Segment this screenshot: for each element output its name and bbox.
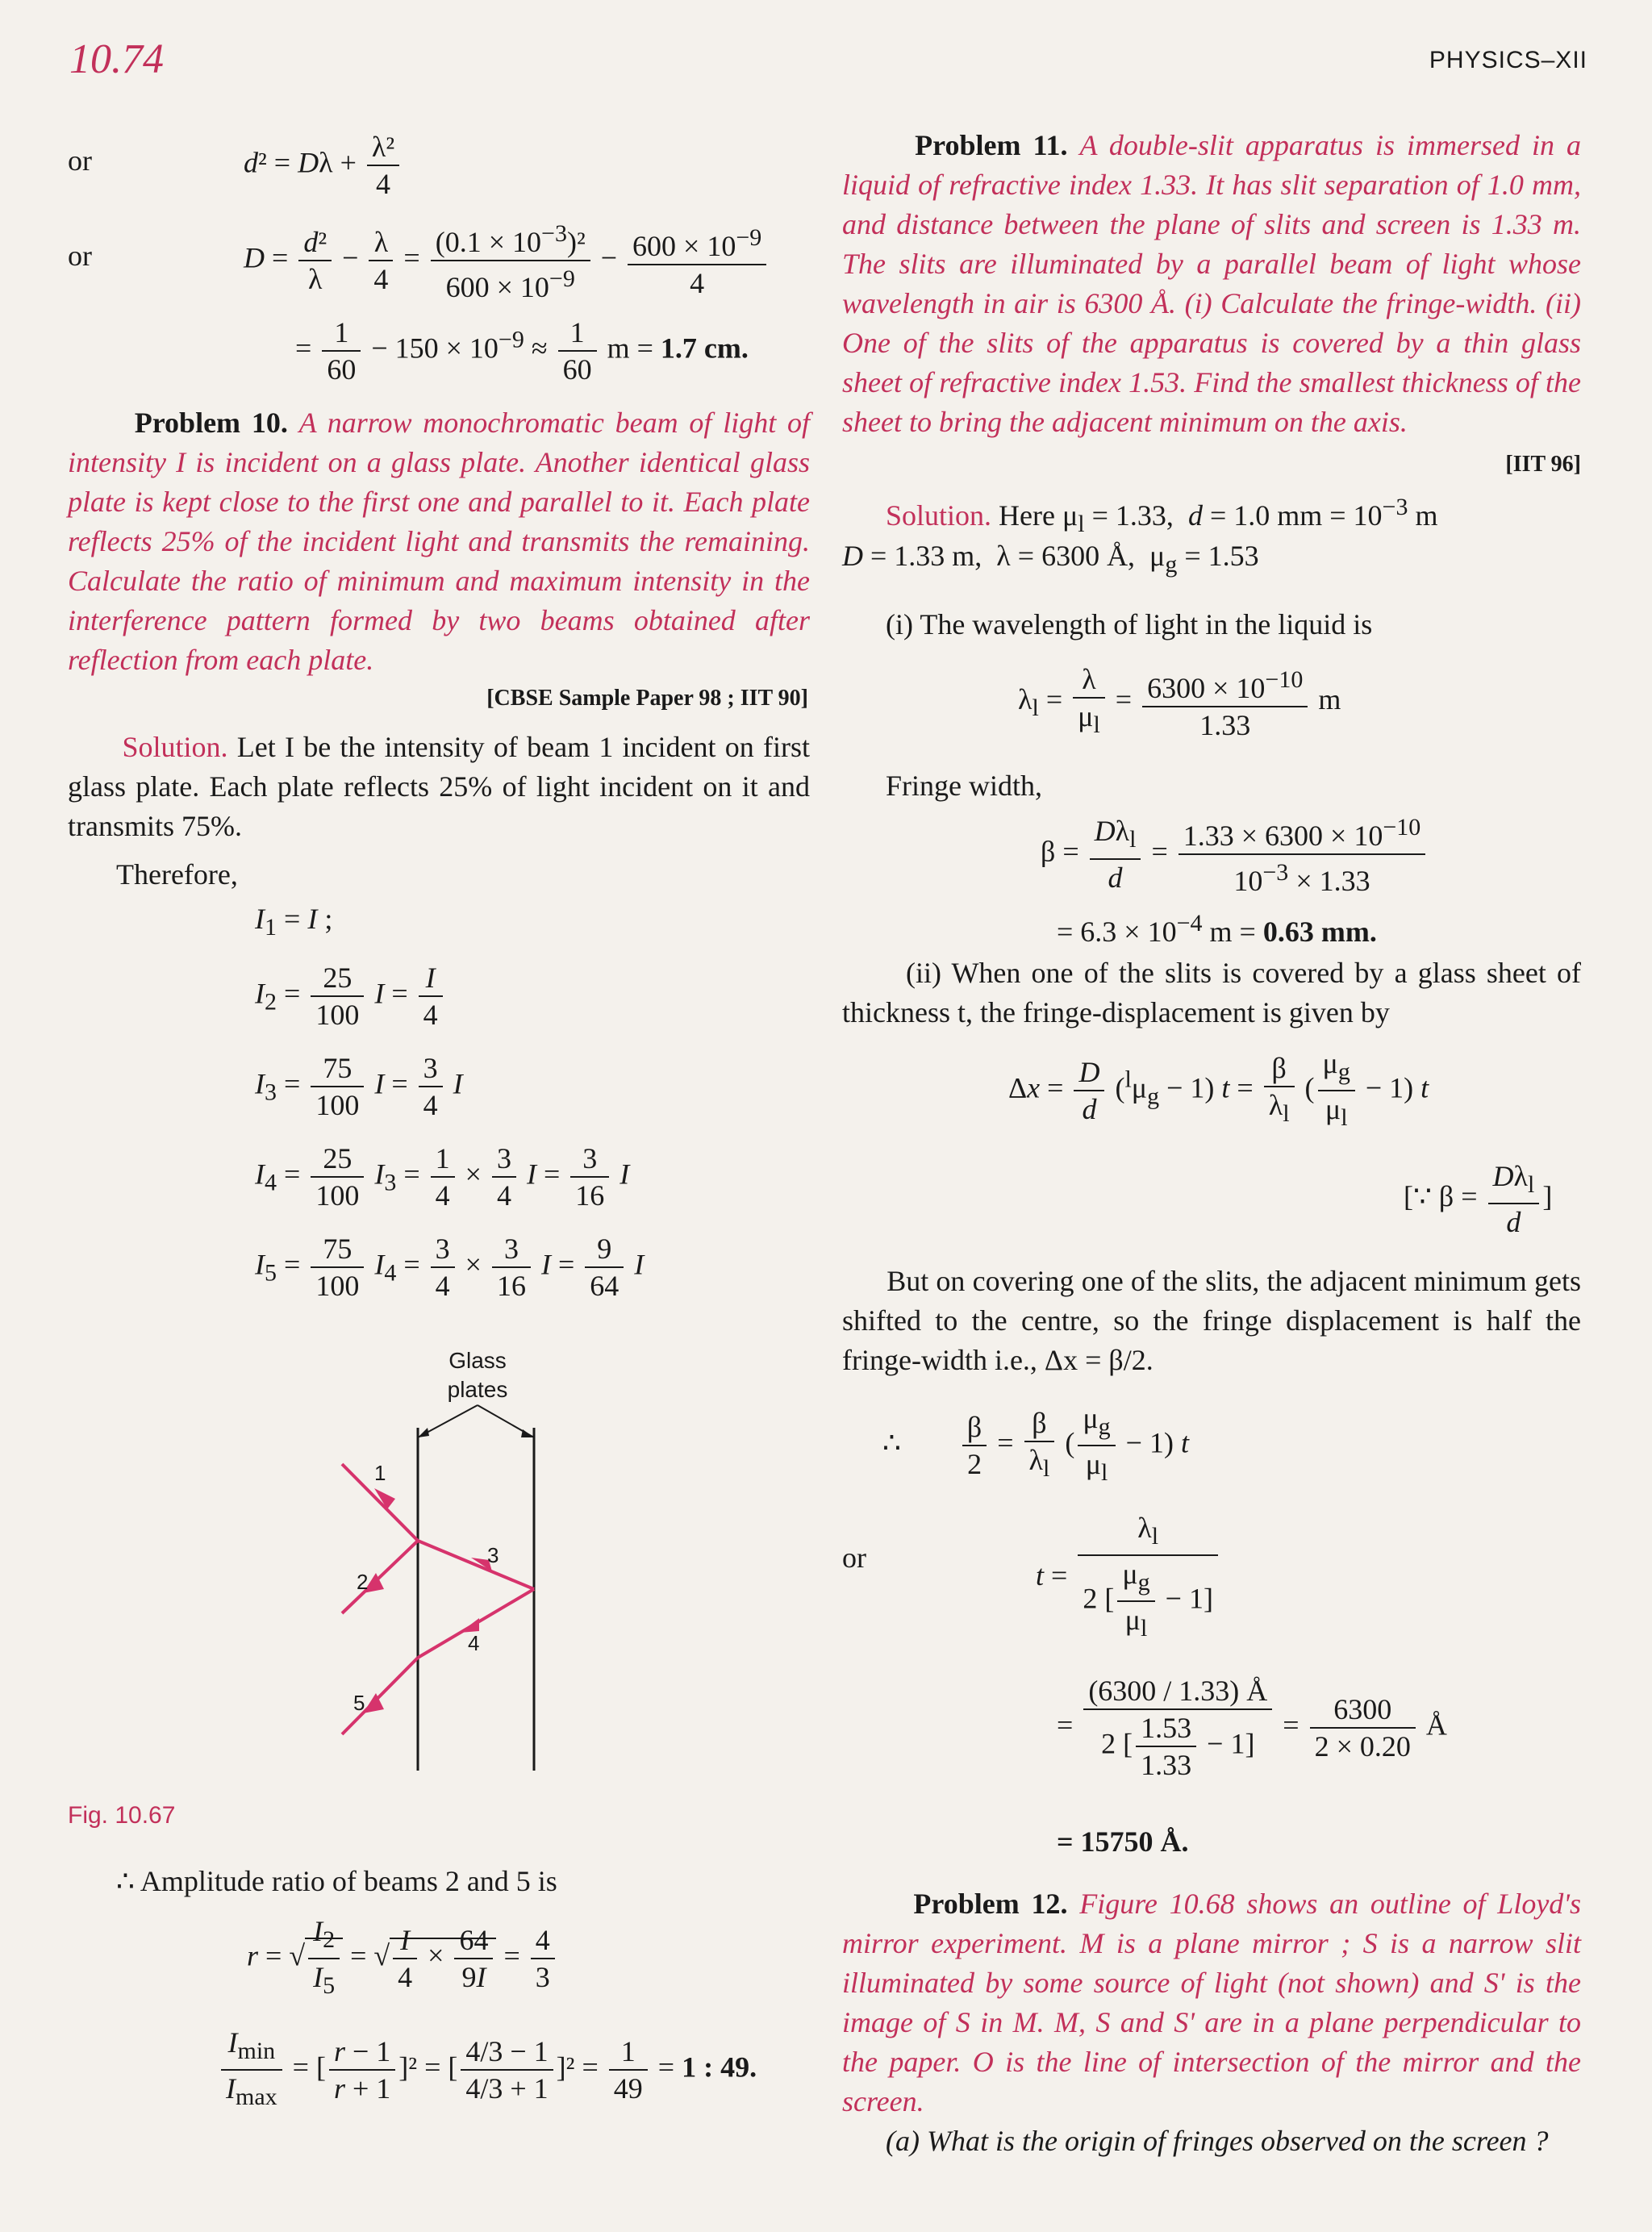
problem-12-text: Figure 10.68 shows an outline of Lloyd's mirror experiment. M is a plane mirror ; S is a narrow slit illuminated by some source of light (not shown) and S' is the image of S in M. M, S and S' are in a plane perpendicular to the paper. O is the line of intersection of the mirror and the screen.	[842, 1888, 1582, 2117]
beam-label-2: 2	[357, 1570, 369, 1594]
intensity-ratio-equation: $\frac{I_{min}}{I_{max}}$ = [ $\frac{r - 1}{r + 1}$ ]² = [ $\frac{4/3 - 1}{4/3 + 1}$ ]² = $\frac{1}{49}$ = 1 : 49.	[218, 2025, 757, 2115]
solution-10-text: Let I be the intensity of beam 1 incident on first glass plate. Each plate reflects 25% of light incident on it and transmits 75%.	[68, 731, 811, 842]
solution-11-label: Solution.	[886, 499, 992, 532]
thickness-value: = (6300 / 1.33) Å 2 [ $\frac{1.53}{1.33}$ − 1] = $\frac{6300}{2 \times 0.20}$ Å	[1057, 1675, 1447, 1781]
figure-label-glass: Glass	[448, 1348, 507, 1373]
problem-10	[68, 403, 810, 680]
beta-result: = $6.3 \times 10^{-4}$ m = 0.63 mm.	[1057, 910, 1377, 948]
eq-I4: $I_4$ = $\frac{25}{100}$ $I_3$ = $\frac{1}{4}$ × $\frac{3}{4}$ I = $\frac{3}{16}$ I	[255, 1142, 630, 1212]
problem-10-label: Problem 10.	[134, 407, 288, 439]
equation-D: D = $\frac{\text{d²}}{\lambda}$ − $\frac{\lambda}{4}$ = $\frac{(0.1 \times 10^{-3})^2}{600 \times 10^{-9}}$ − $\frac{600 \times 10^{-9}}{4}$	[244, 216, 770, 305]
solution-11-line-1: Solution. Here $\mu_l = 1.33$, d = 1.0 mm = $10^{-3}$ m	[886, 494, 1438, 538]
problem-11-label: Problem 11.	[915, 129, 1068, 161]
equation-D-result: = $\frac{1}{60}$ − $150 \times 10^{-9}$ ≈ $\frac{1}{60}$ m = 1.7 cm.	[295, 316, 749, 386]
part-ii-text	[842, 953, 1581, 1033]
eq-I5: $I_5$ = $\frac{75}{100}$ $I_4$ = $\frac{3}{4}$ × $\frac{3}{16}$ I = $\frac{9}{64}$ I	[255, 1233, 645, 1302]
problem-12	[842, 1884, 1581, 2121]
beta-definition: [∵ β = $\frac{D\lambda_l}{d}$ ]	[1404, 1160, 1553, 1239]
or-label-right: or	[842, 1542, 866, 1574]
problem-11-text: A double-slit apparatus is immersed in a liquid of refractive index 1.33. It has slit separation of 1.0 mm, and distance between the plane of slits and screen is 1.33 m. The slits are illuminated by a parallel beam of light whose wavelength in air is 6300 Å. (i) Calculate the fringe-width. (ii) One of the slits of the apparatus is covered by a thin glass sheet of refractive index 1.53. Find the smallest thickness of the sheet to bring the adjacent minimum on the axis.	[842, 129, 1582, 438]
beta-equation: β = $\frac{D\lambda_l}{d}$ = $\frac{1.33 \times 6300 \times 10^{-10}}{10^{-3} \times 1.33}$	[1041, 810, 1429, 899]
or-label-1: or	[68, 144, 92, 177]
half-fringe-equation: ∴ $\frac{\beta}{2}$ = $\frac{\beta}{\lambda_l}$ ( $\frac{\mu_g}{\mu_l}$ − 1) t	[882, 1402, 1189, 1487]
but-text	[842, 1262, 1581, 1380]
but-text-content: But on covering one of the slits, the adjacent minimum gets shifted to the centre, so the fringe displacement is half the fringe-width i.e., Δx = β/2.	[842, 1265, 1581, 1376]
eq-I2: $I_2$ = $\frac{25}{100}$ I = $\frac{I}{4}$	[255, 960, 446, 1033]
fringe-width-label: Fringe width,	[886, 770, 1042, 802]
amplitude-ratio-equation: r = √ $\frac{I_2}{I_5}$ = √ $\frac{I}{4}$ × $\frac{64}{9I}$ = $\frac{4}{3}$	[247, 1913, 558, 2004]
or-label-2: or	[68, 240, 92, 272]
part-ii-content: (ii) When one of the slits is covered by a glass sheet of thickness t, the fringe-displacement is given by	[842, 957, 1581, 1028]
problem-11	[842, 126, 1581, 442]
equation-d-squared: d² = Dλ + $\frac{\text{λ²}}{4}$	[244, 129, 403, 202]
beam-label-4: 4	[468, 1631, 480, 1655]
beam-label-1: 1	[374, 1461, 386, 1485]
eq-I1: $I_1 = I$ ;	[255, 903, 333, 941]
beam-label-3: 3	[487, 1543, 499, 1567]
fringe-displacement-equation: Δx = $\frac{D}{d}$ $(^l\mu_g - 1) t$ = $\frac{\beta}{\lambda_l}$ ( $\frac{\mu_g}{\mu_l}$ − 1) t	[1008, 1047, 1429, 1132]
thickness-equation: t = $\lambda_l$ 2 [ $\frac{\mu_g}{\mu_l}$ − 1]	[1036, 1510, 1221, 1647]
solution-10-label: Solution.	[122, 731, 228, 763]
page-number: 10.74	[69, 36, 164, 82]
problem-12-part-a: (a) What is the origin of fringes observed on the screen ?	[886, 2125, 1549, 2157]
problem-11-source: [IIT 96]	[1505, 452, 1581, 477]
problem-10-text: A narrow monochromatic beam of light of intensity I is incident on a glass plate. Another identical glass plate is kept close to the first one and parallel to it. Each plate reflects 25% of the incident light and transmits the remaining. Calculate the ratio of minimum and maximum intensity in the interference pattern formed by two beams obtained after reflection from each plate.	[68, 407, 811, 676]
beam-3	[418, 1541, 534, 1589]
thickness-result: = 15750 Å.	[1057, 1825, 1189, 1858]
pointer-arrow-right	[521, 1429, 534, 1437]
figure-caption: Fig. 10.67	[68, 1802, 176, 1829]
pointer-arrow-left	[418, 1428, 429, 1437]
figure-label-plates: plates	[447, 1377, 508, 1402]
amplitude-ratio-text: ∴ Amplitude ratio of beams 2 and 5 is	[116, 1865, 557, 1897]
problem-10-source: [CBSE Sample Paper 98 ; IIT 90]	[486, 686, 808, 711]
problem-12-label: Problem 12.	[913, 1888, 1068, 1920]
running-header: PHYSICS–XII	[1429, 47, 1587, 73]
therefore-text: Therefore,	[116, 858, 238, 891]
eq-I3: $I_3$ = $\frac{75}{100}$ I = $\frac{3}{4}$ I	[255, 1052, 463, 1121]
solution-11-line-2: D = 1.33 m, λ = 6300 Å, $\mu_g = 1.53$	[842, 540, 1259, 578]
part-i-text: (i) The wavelength of light in the liquid is	[886, 608, 1373, 640]
beam-label-5: 5	[353, 1691, 365, 1715]
glass-plates-figure	[307, 1331, 645, 1783]
solution-10	[68, 728, 810, 846]
beam-2	[342, 1541, 418, 1613]
lambda-liquid-equation: $\lambda_l$ = $\frac{\lambda}{\mu_l}$ = $\frac{6300 \times 10^{-10}}{1.33}$ m	[1018, 663, 1341, 741]
